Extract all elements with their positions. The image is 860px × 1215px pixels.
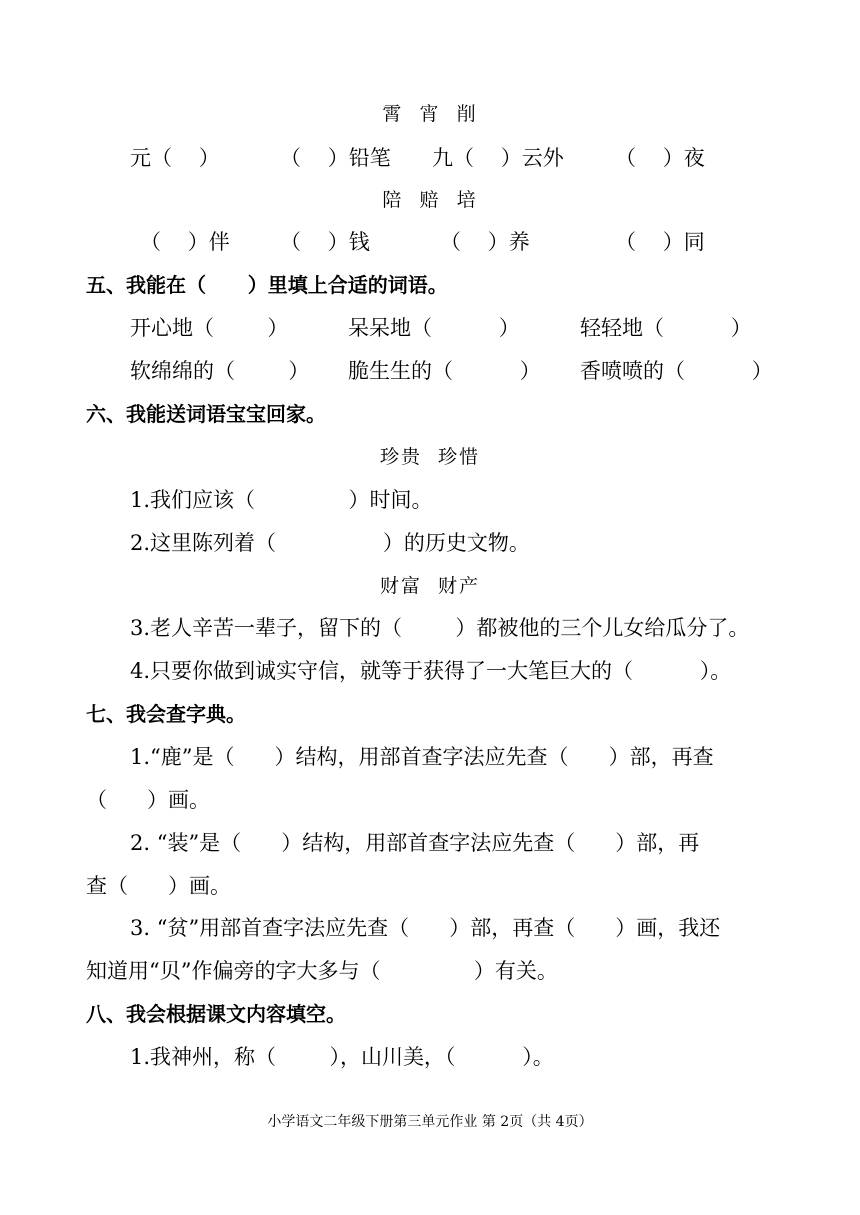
section-heading: 七、我会查字典。 [86,702,246,726]
question-2-line-2: 查（ ）画。 [86,874,232,898]
fill-blank-item: （ ）同 [615,230,705,254]
question-1-line-1: 1.“鹿”是（ ）结构，用部首查字法应先查（ ）部，再查 [130,745,714,769]
section-heading: 八、我会根据课文内容填空。 [86,1002,346,1026]
section-heading: 六、我能送词语宝宝回家。 [86,402,326,426]
char-choices-1: 霄 宵 削 [382,103,478,125]
fill-blank-item: （ ）养 [440,230,530,254]
question-2-line-1: 2. “装”是（ ）结构，用部首查字法应先查（ ）部，再 [130,831,700,855]
question-1: 1.我们应该（ ）时间。 [130,488,433,512]
fill-blank-item: （ ）伴 [140,230,230,254]
fill-blank-item: （ ）夜 [615,146,705,170]
question-1: 1.我神州，称（ ），山川美，（ ）。 [130,1045,554,1069]
question-3: 3.老人辛苦一辈子，留下的（ ）都被他的三个儿女给瓜分了。 [130,616,750,640]
fill-blank-item: 元（ ） [130,146,220,170]
fill-blank-item: 香喷喷的（ ） [580,359,773,383]
question-2: 2.这里陈列着（ ）的历史文物。 [130,531,530,555]
fill-blank-item: （ ）钱 [280,230,370,254]
char-choices-2: 陪 赔 培 [382,189,478,211]
fill-blank-item: 软绵绵的（ ） [130,359,310,383]
word-choices-1: 珍贵 珍惜 [379,446,481,468]
question-3-line-2: 知道用“贝”作偏旁的字大多与（ ）有关。 [86,959,558,983]
question-1-line-2: （ ）画。 [86,788,211,812]
page-footer: 小学语文二年级下册第三单元作业 第 2页（共 4页） [267,1114,593,1130]
question-4: 4.只要你做到诚实守信，就等于获得了一大笔巨大的（ ）。 [130,659,732,683]
fill-blank-item: 九（ ）云外 [432,146,564,170]
fill-blank-item: （ ）铅笔 [280,146,391,170]
word-choices-2: 财富 财产 [379,575,481,597]
fill-blank-item: 呆呆地（ ） [348,316,520,340]
question-3-line-1: 3. “贫”用部首查字法应先查（ ）部，再查（ ）画，我还 [130,916,721,940]
fill-blank-item: 轻轻地（ ） [580,316,752,340]
section-heading: 五、我能在（ ）里填上合适的词语。 [86,273,448,297]
fill-blank-item: 脆生生的（ ） [348,359,541,383]
fill-blank-item: 开心地（ ） [130,316,289,340]
